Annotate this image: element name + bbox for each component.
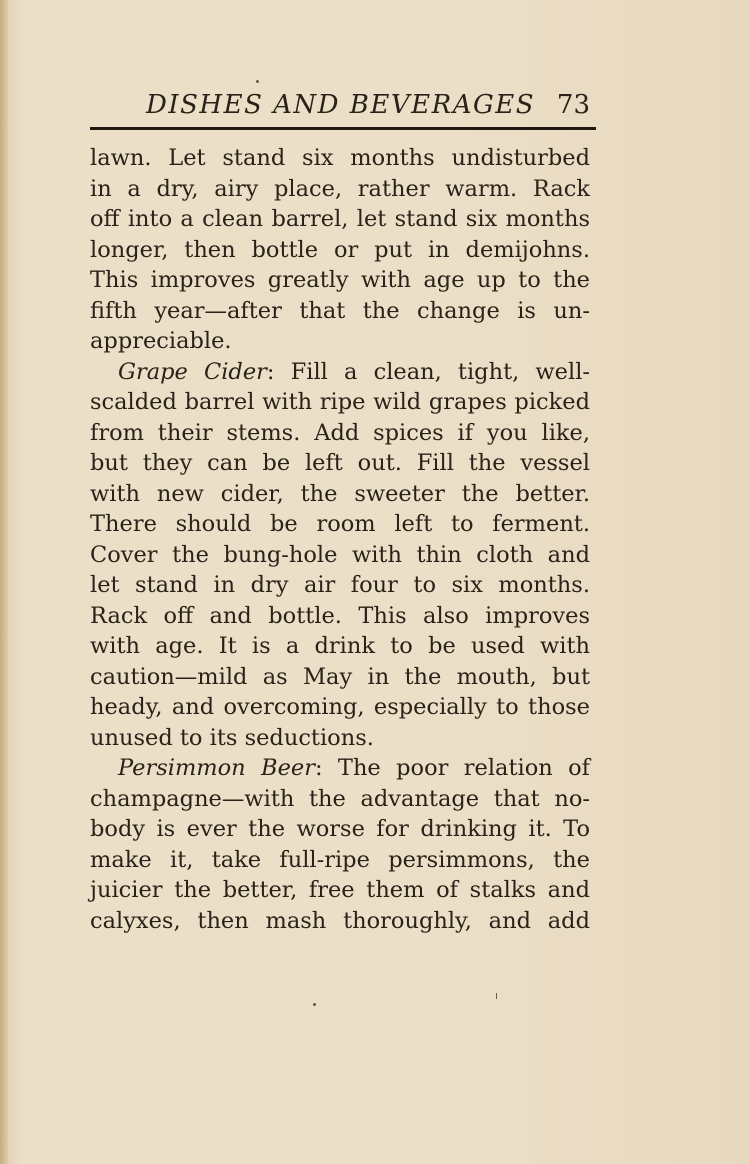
text-line: calyxes, then mash thoroughly, and add [90, 907, 590, 934]
text-line: There should be room left to ferment. [90, 511, 590, 537]
text-line: unused to its seductions. [90, 724, 374, 751]
running-head: DISHES AND BEVERAGES [146, 90, 536, 120]
page-number: 73 [556, 90, 590, 120]
text-line: champagne—with the advantage that no- [90, 785, 590, 812]
text-line: Rack off and bottle. This also improves [90, 602, 590, 629]
text-line: in a dry, airy place, rather warm. Rack [90, 175, 590, 202]
text-line: with new cider, the sweeter the better. [90, 480, 590, 507]
text-line: let stand in dry air four to six months. [90, 572, 590, 598]
text-line: with age. It is a drink to be used with [90, 633, 590, 659]
text-line [90, 357, 590, 388]
page-header [90, 84, 596, 126]
text-line [90, 753, 590, 784]
text-line: lawn. Let stand six months undisturbed [90, 145, 590, 171]
text-line: from their stems. Add spices if you like, [90, 419, 590, 446]
text-line: but they can be left out. Fill the vessel [90, 450, 590, 476]
text-line: body is ever the worse for drinking it. To [90, 816, 590, 842]
text-run: : The poor relation of [314, 755, 590, 781]
text-line: heady, and overcoming, especially to those [90, 694, 590, 720]
paper-speck [496, 993, 497, 999]
text-line: fifth year—after that the change is un- [90, 297, 590, 324]
body-text [90, 143, 590, 936]
recipe-term-grape-cider: Grape Cider [118, 358, 267, 385]
text-line: make it, take full-ripe persimmons, the [90, 846, 590, 873]
text-line: Cover the bung-hole with thin cloth and [90, 541, 590, 568]
text-line: This improves greatly with age up to the [90, 267, 590, 293]
text-line: scalded barrel with ripe wild grapes picked [90, 389, 590, 415]
text-line: juicier the better, free them of stalks and [90, 877, 590, 903]
text-line: longer, then bottle or put in demijohns. [90, 236, 590, 263]
text-run: : Fill a clean, tight, well- [266, 358, 590, 385]
text-line: off into a clean barrel, let stand six months [90, 206, 590, 232]
recipe-term-persimmon-beer: Persimmon Beer [118, 755, 315, 781]
page-spine-shadow [0, 0, 8, 1164]
paper-speck [256, 80, 259, 83]
text-line: caution—mild as May in the mouth, but [90, 663, 590, 690]
text-line: appreciable. [90, 328, 232, 354]
paper-speck [313, 1003, 316, 1006]
header-rule [90, 127, 596, 130]
